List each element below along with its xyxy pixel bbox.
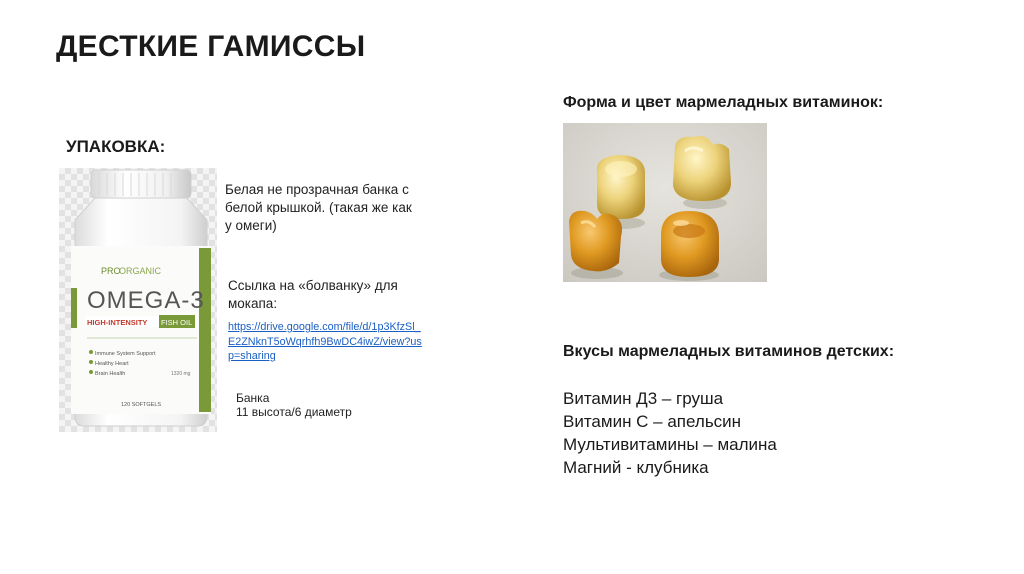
bottle-benefit: Brain Health bbox=[95, 371, 126, 377]
jar-description: Белая не прозрачная банка с белой крышкой. (такая же как у омеги) bbox=[225, 182, 412, 233]
bottle-band-left: HIGH-INTENSITY bbox=[87, 318, 148, 327]
jar-dimensions: 11 высота/6 диаметр bbox=[236, 405, 352, 419]
bottle-brand-organic: ORGANIC bbox=[119, 266, 162, 276]
flavor-item: Мультивитамины – малина bbox=[563, 435, 777, 454]
gummies-illustration bbox=[563, 123, 767, 282]
slide-title: ДЕСТКИЕ ГАМИССЫ bbox=[56, 30, 366, 63]
mockup-link[interactable]: https://drive.google.com/file/d/1p3KfzSl_E2ZNknT5oWqrhfh9BwDC4iwZ/view?usp=sharing bbox=[228, 321, 422, 362]
flavor-list bbox=[563, 387, 777, 479]
mockup-link-label: Ссылка на «болванку» для мокапа: bbox=[228, 278, 398, 311]
bottle-band-right: FISH OIL bbox=[161, 318, 193, 327]
flavor-item: Магний - клубника bbox=[563, 458, 709, 477]
bottle-benefit: Healthy Heart bbox=[95, 361, 129, 367]
jar-label: Банка bbox=[236, 391, 270, 405]
shape-heading: Форма и цвет мармеладных витаминок: bbox=[563, 94, 884, 111]
bottle-brand-pro: PRO bbox=[101, 266, 121, 276]
bottle-benefit: Immune System Support bbox=[95, 351, 156, 357]
gummy-photo bbox=[563, 123, 767, 282]
flavor-item: Витамин С – апельсин bbox=[563, 412, 742, 431]
bottle-count: 120 SOFTGELS bbox=[121, 402, 162, 408]
omega-bottle-illustration bbox=[59, 168, 217, 432]
packaging-heading: УПАКОВКА: bbox=[66, 137, 166, 156]
bottle-image bbox=[59, 168, 217, 432]
bottle-dose: 1320 mg bbox=[171, 371, 191, 377]
flavors-heading: Вкусы мармеладных витаминов детских: bbox=[563, 343, 895, 360]
flavor-item: Витамин Д3 – груша bbox=[563, 389, 724, 408]
bottle-product-name: OMEGA-3 bbox=[87, 287, 205, 314]
